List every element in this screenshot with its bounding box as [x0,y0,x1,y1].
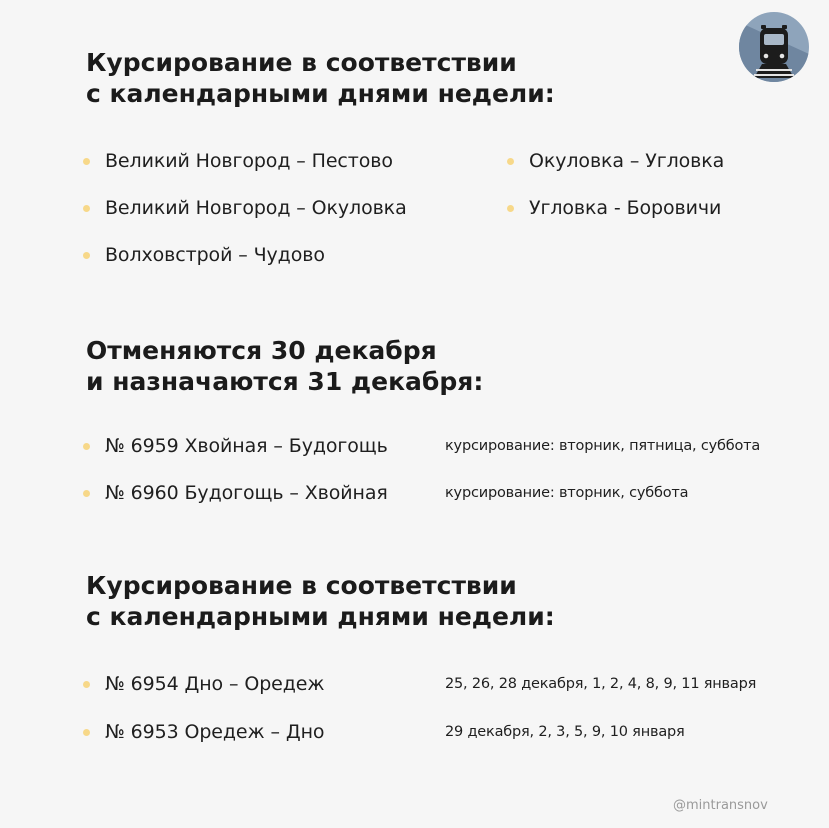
section-3-title-line-2: с календарными днями недели: [86,602,555,631]
train-schedule-note: 25, 26, 28 декабря, 1, 2, 4, 8, 9, 11 января [445,676,757,692]
brand-logo [739,12,809,82]
list-item [83,150,393,172]
train-label: № 6960 Будогощь – Хвойная [105,482,388,504]
train-icon [739,12,809,82]
bullet-icon [83,158,90,165]
bullet-icon [507,158,514,165]
train-item [83,673,324,695]
bullet-icon [83,205,90,212]
section-1-title-line-1: Курсирование в соответствии [86,48,517,77]
route-label: Великий Новгород – Пестово [105,150,393,172]
route-label: Угловка - Боровичи [529,197,722,219]
section-2-title [86,335,483,397]
bullet-icon [83,443,90,450]
bullet-icon [83,729,90,736]
train-item [83,435,388,457]
train-label: № 6953 Оредеж – Дно [105,721,325,743]
list-item [507,150,724,172]
bullet-icon [83,681,90,688]
route-label: Окуловка – Угловка [529,150,725,172]
train-item [83,721,324,743]
train-schedule-note: курсирование: вторник, пятница, суббота [445,438,761,454]
list-item [83,197,407,219]
train-schedule-note: 29 декабря, 2, 3, 5, 9, 10 января [445,724,685,740]
route-label: Великий Новгород – Окуловка [105,197,407,219]
list-item [507,197,721,219]
train-label: № 6959 Хвойная – Будогощь [105,435,388,457]
section-1-title [86,47,555,109]
bullet-icon [83,490,90,497]
train-schedule-note: курсирование: вторник, суббота [445,485,689,501]
bullet-icon [83,252,90,259]
section-2-title-line-2: и назначаются 31 декабря: [86,367,484,396]
section-3-title [86,570,555,632]
section-3-title-line-1: Курсирование в соответствии [86,571,517,600]
section-2-title-line-1: Отменяются 30 декабря [86,336,437,365]
list-item [83,244,325,266]
train-item [83,482,388,504]
bullet-icon [507,205,514,212]
social-handle: @mintransnov [673,798,768,813]
section-1-title-line-2: с календарными днями недели: [86,79,555,108]
train-label: № 6954 Дно – Оредеж [105,673,325,695]
route-label: Волховстрой – Чудово [105,244,325,266]
